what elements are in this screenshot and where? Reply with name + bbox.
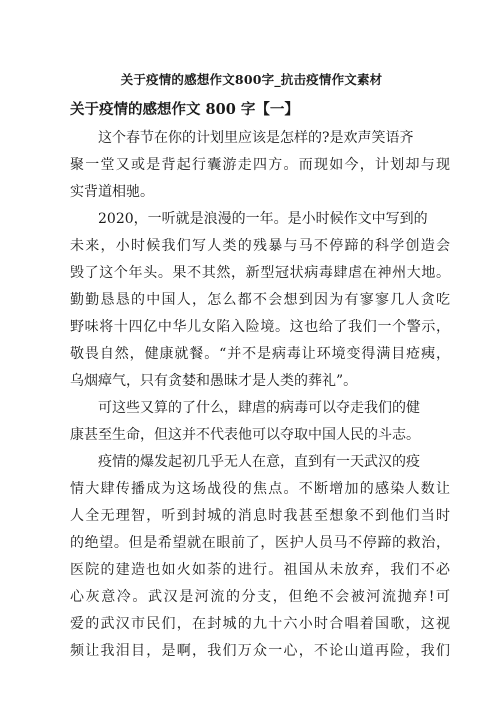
paragraph-line: 乌烟瘴气，只有贪婪和愚昧才是人类的葬礼”。: [70, 373, 358, 389]
paragraph-line: 的绝望。但是希望就在眼前了，医护人员马不停蹄的救治，: [70, 535, 450, 551]
paragraph-line: 可这些又算的了什么，肆虐的病毒可以夺走我们的健: [98, 400, 420, 416]
document-title: 关于疫情的感想作文800字_抗击疫情作文素材: [120, 72, 383, 87]
paragraph-line: 勤勤恳恳的中国人，怎么都不会想到因为有寥寥几人贪吃: [70, 292, 450, 308]
paragraph-line: 未来，小时候我们写人类的残暴与马不停蹄的科学创造会: [70, 238, 450, 254]
paragraph-line: 毁了这个年头。果不其然，新型冠状病毒肆虐在神州大地。: [70, 265, 450, 281]
section-heading: 关于疫情的感想作文 800 字【一】: [70, 101, 299, 118]
paragraph-line: 这个春节在你的计划里应该是怎样的?是欢声笑语齐: [98, 130, 414, 146]
paragraph-line: 人全无理智，听到封城的消息时我甚至想象不到他们当时: [70, 508, 450, 524]
paragraph-line: 心灰意冷。武汉是河流的分支，但绝不会被河流抛弃!可: [70, 589, 450, 605]
paragraph-line: 敬畏自然，健康就餐。“并不是病毒让环境变得满目疮痍，: [70, 346, 450, 362]
paragraph-line: 医院的建造也如火如荼的进行。祖国从未放弃，我们不必: [70, 562, 450, 578]
paragraph-line: 聚一堂又或是背起行囊游走四方。而现如今，计划却与现: [70, 157, 450, 173]
paragraph-line: 疫情的爆发起初几乎无人在意，直到有一天武汉的疫: [98, 454, 420, 470]
paragraph-line: 频让我泪目，是啊，我们万众一心，不论山道再险，我们: [70, 643, 450, 659]
paragraph-line: 实背道相驰。: [70, 184, 154, 200]
paragraph-line: 爱的武汉市民们，在封城的九十六小时合唱着国歌，这视: [70, 616, 450, 632]
paragraph-line: 情大肆传播成为这场战役的焦点。不断增加的感染人数让: [70, 481, 450, 497]
paragraph-line: 野味将十四亿中华儿女陷入险境。这也给了我们一个警示，: [70, 319, 450, 335]
paragraph-line: 康甚至生命，但这并不代表他可以夺取中国人民的斗志。: [70, 427, 420, 443]
paragraph-line: 2020，一听就是浪漫的一年。是小时候作文中写到的: [98, 211, 428, 227]
article-body: [70, 125, 450, 665]
